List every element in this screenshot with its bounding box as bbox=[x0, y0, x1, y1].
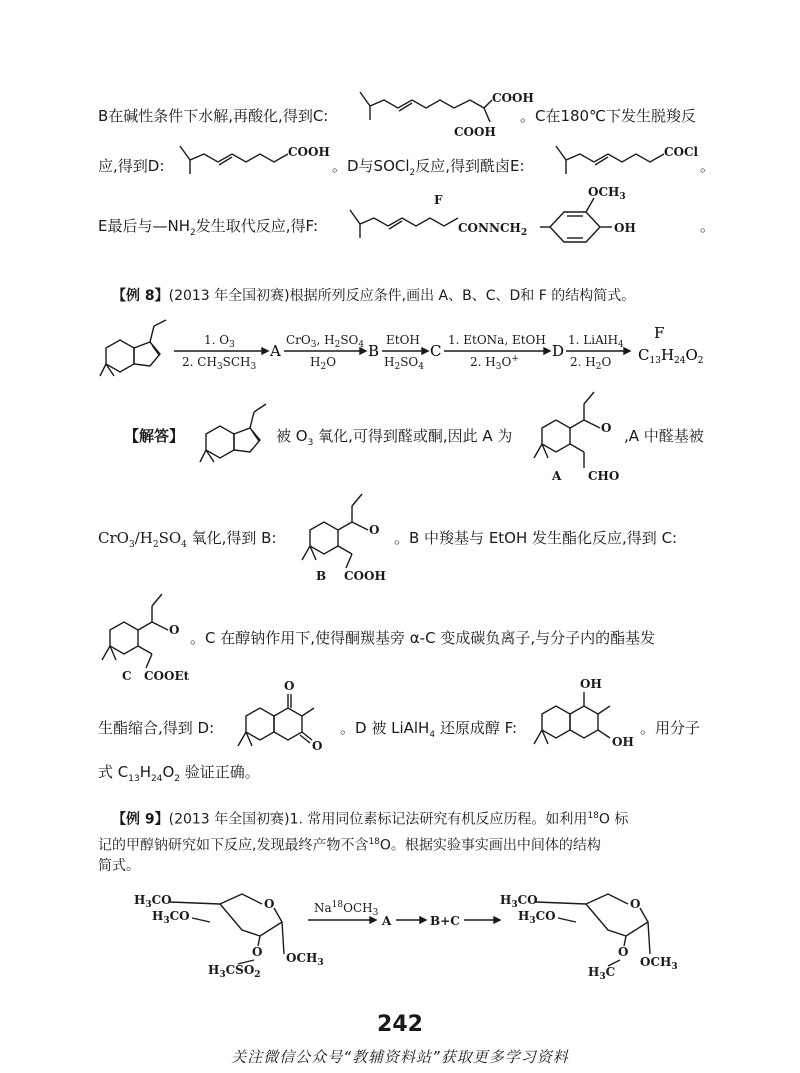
svg-text:O: O bbox=[601, 421, 612, 435]
svg-text:1. EtONa, EtOH: 1. EtONa, EtOH bbox=[448, 333, 546, 347]
cooh-label-1: COOH bbox=[492, 91, 534, 105]
svg-text:B+C: B+C bbox=[430, 914, 460, 928]
svg-text:C13H24O2: $C_{13}H_{24}O_2$ bbox=[638, 346, 704, 366]
answer-line1b: ,A 中醛基被 bbox=[624, 427, 704, 445]
svg-text:O: O bbox=[252, 945, 263, 959]
ex9-line1: 【例 9】(2013 年全国初赛)1. 常用同位素标记法研究有机反应历程。如利用$^{18}$O 标 bbox=[112, 811, 629, 828]
svg-text:O: O bbox=[264, 897, 275, 911]
svg-text:B: B bbox=[316, 569, 327, 583]
svg-text:1. O3: 1. $O_3$ bbox=[204, 333, 235, 350]
svg-text:H3CO: $H_3CO$ bbox=[134, 893, 172, 910]
svg-text:O: O bbox=[312, 739, 323, 753]
structure-a bbox=[528, 384, 628, 488]
start-ring6 bbox=[106, 340, 134, 372]
svg-text:2. CH3SCH3: 2. $CH_3SCH_3$ bbox=[182, 355, 257, 372]
svg-text:O: O bbox=[618, 945, 629, 959]
structure-f-diol bbox=[528, 676, 648, 768]
svg-text:H3CO: $H_3CO$ bbox=[152, 909, 190, 926]
para1-line1b: 。C在180℃下发生脱羧反 bbox=[520, 107, 696, 125]
cooh-label-d: COOH bbox=[288, 145, 330, 159]
answer-line1a: 被 $O_3$ 氧化,可得到醛或酮,因此 A 为 bbox=[276, 427, 513, 448]
svg-text:O: O bbox=[630, 897, 641, 911]
cooh-label-2: COOH bbox=[454, 125, 496, 139]
svg-text:CrO3, H2SO4: CrO$_3$, $H_2SO_4$ bbox=[286, 333, 365, 350]
answer-start-structure bbox=[196, 396, 276, 476]
answer-tag: 【解答】 bbox=[124, 427, 185, 445]
svg-text:H3CO: $H_3CO$ bbox=[518, 909, 556, 926]
svg-text:CHO: CHO bbox=[588, 469, 620, 483]
svg-text:COOEt: COOEt bbox=[144, 669, 190, 683]
svg-text:C: C bbox=[430, 342, 442, 360]
svg-text:A: A bbox=[270, 342, 281, 360]
para1-line2a: 应,得到D: bbox=[98, 157, 165, 175]
answer-line4b: 。D 被 LiAlH$_4$ 还原成醇 F: bbox=[340, 719, 518, 740]
ex9-line2: 记的甲醇钠研究如下反应,发现最终产物不含$^{18}$O。根据实验事实画出中间体的结构 bbox=[98, 837, 601, 854]
svg-text:B: B bbox=[368, 342, 380, 360]
svg-text:C: C bbox=[122, 669, 132, 683]
para1-line3b: 。 bbox=[700, 217, 716, 235]
svg-text:H2O: $H_2O$ bbox=[310, 355, 337, 372]
svg-text:OH: OH bbox=[612, 735, 634, 749]
svg-text:H3C: $H_3C$ bbox=[588, 965, 616, 982]
para1-line2c: 。 bbox=[700, 157, 716, 175]
svg-text:O: O bbox=[284, 679, 295, 693]
svg-text:A: A bbox=[382, 914, 392, 928]
svg-text:COOH: COOH bbox=[344, 569, 386, 583]
oh-label: OH bbox=[614, 221, 636, 235]
svg-text:H3CO: $H_3CO$ bbox=[500, 893, 538, 910]
svg-text:OCH3: $OCH_3$ bbox=[640, 955, 678, 972]
och3-label: $OCH_3$ bbox=[588, 185, 626, 202]
structure-e bbox=[548, 138, 708, 182]
svg-text:2. H2O: 2. $H_2O$ bbox=[570, 355, 612, 372]
svg-text:D: D bbox=[552, 342, 565, 360]
structure-b bbox=[296, 486, 396, 590]
answer-line2a: $CrO_3/H_2SO_4$ 氧化,得到 B: bbox=[98, 529, 277, 550]
structure-d bbox=[172, 138, 332, 182]
svg-text:O: O bbox=[369, 523, 380, 537]
svg-text:OCH3: $OCH_3$ bbox=[286, 951, 324, 968]
footer-note: 关注微信公众号“教辅资料站”获取更多学习资料 bbox=[231, 1048, 569, 1066]
ex8-scheme bbox=[96, 318, 716, 388]
svg-text:A: A bbox=[552, 469, 562, 483]
structure-f bbox=[344, 182, 699, 252]
svg-text:1. LiAlH4: 1. LiAlH$_4$ bbox=[568, 333, 624, 350]
structure-d-dione bbox=[232, 678, 342, 768]
ex9-line3: 简式。 bbox=[98, 858, 140, 874]
connch2-label: $CONNCH_2$ bbox=[458, 221, 528, 238]
answer-line3: 。C 在醇钠作用下,使得酮羰基旁 α-C 变成碳负离子,与分子内的酯基发 bbox=[190, 629, 656, 647]
svg-text:H2SO4: $H_2SO_4$ bbox=[384, 355, 424, 372]
structure-c bbox=[352, 86, 534, 146]
para1-line3a: E最后与$—NH_2$发生取代反应,得F: bbox=[98, 217, 319, 238]
answer-line5: 式 $C_{13}H_{24}O_2$ 验证正确。 bbox=[98, 763, 260, 784]
svg-text:2. H3O+: 2. $H_3O^+$ bbox=[470, 354, 519, 372]
ex9-scheme bbox=[130, 884, 690, 984]
svg-text:F: F bbox=[654, 324, 665, 342]
svg-text:H3CSO2: $H_3CSO_2$ bbox=[208, 963, 261, 980]
f-label-top: F bbox=[434, 193, 443, 207]
para1-line1a: B在碱性条件下水解,再酸化,得到C: bbox=[98, 107, 329, 125]
page-number: 242 bbox=[377, 1012, 423, 1037]
cocl-label: COCl bbox=[664, 145, 699, 159]
answer-line4c: 。用分子 bbox=[640, 719, 701, 737]
svg-text:O: O bbox=[169, 623, 180, 637]
start-ring5 bbox=[134, 342, 160, 366]
svg-text:EtOH: EtOH bbox=[386, 333, 420, 347]
svg-text:Na18OCH3: $Na^{18}OCH_3$ bbox=[314, 900, 379, 918]
answer-line2b: 。B 中羧基与 EtOH 发生酯化反应,得到 C: bbox=[394, 529, 678, 547]
answer-line4a: 生酯缩合,得到 D: bbox=[98, 719, 215, 737]
svg-text:OH: OH bbox=[580, 677, 602, 691]
para1-line2b: 。D与SOCl$_2$反应,得到酰卤E: bbox=[332, 157, 525, 178]
ex8-question: 【例 8】(2013 年全国初赛)根据所列反应条件,画出 A、B、C、D和 F 的结构简式。 bbox=[112, 288, 636, 304]
